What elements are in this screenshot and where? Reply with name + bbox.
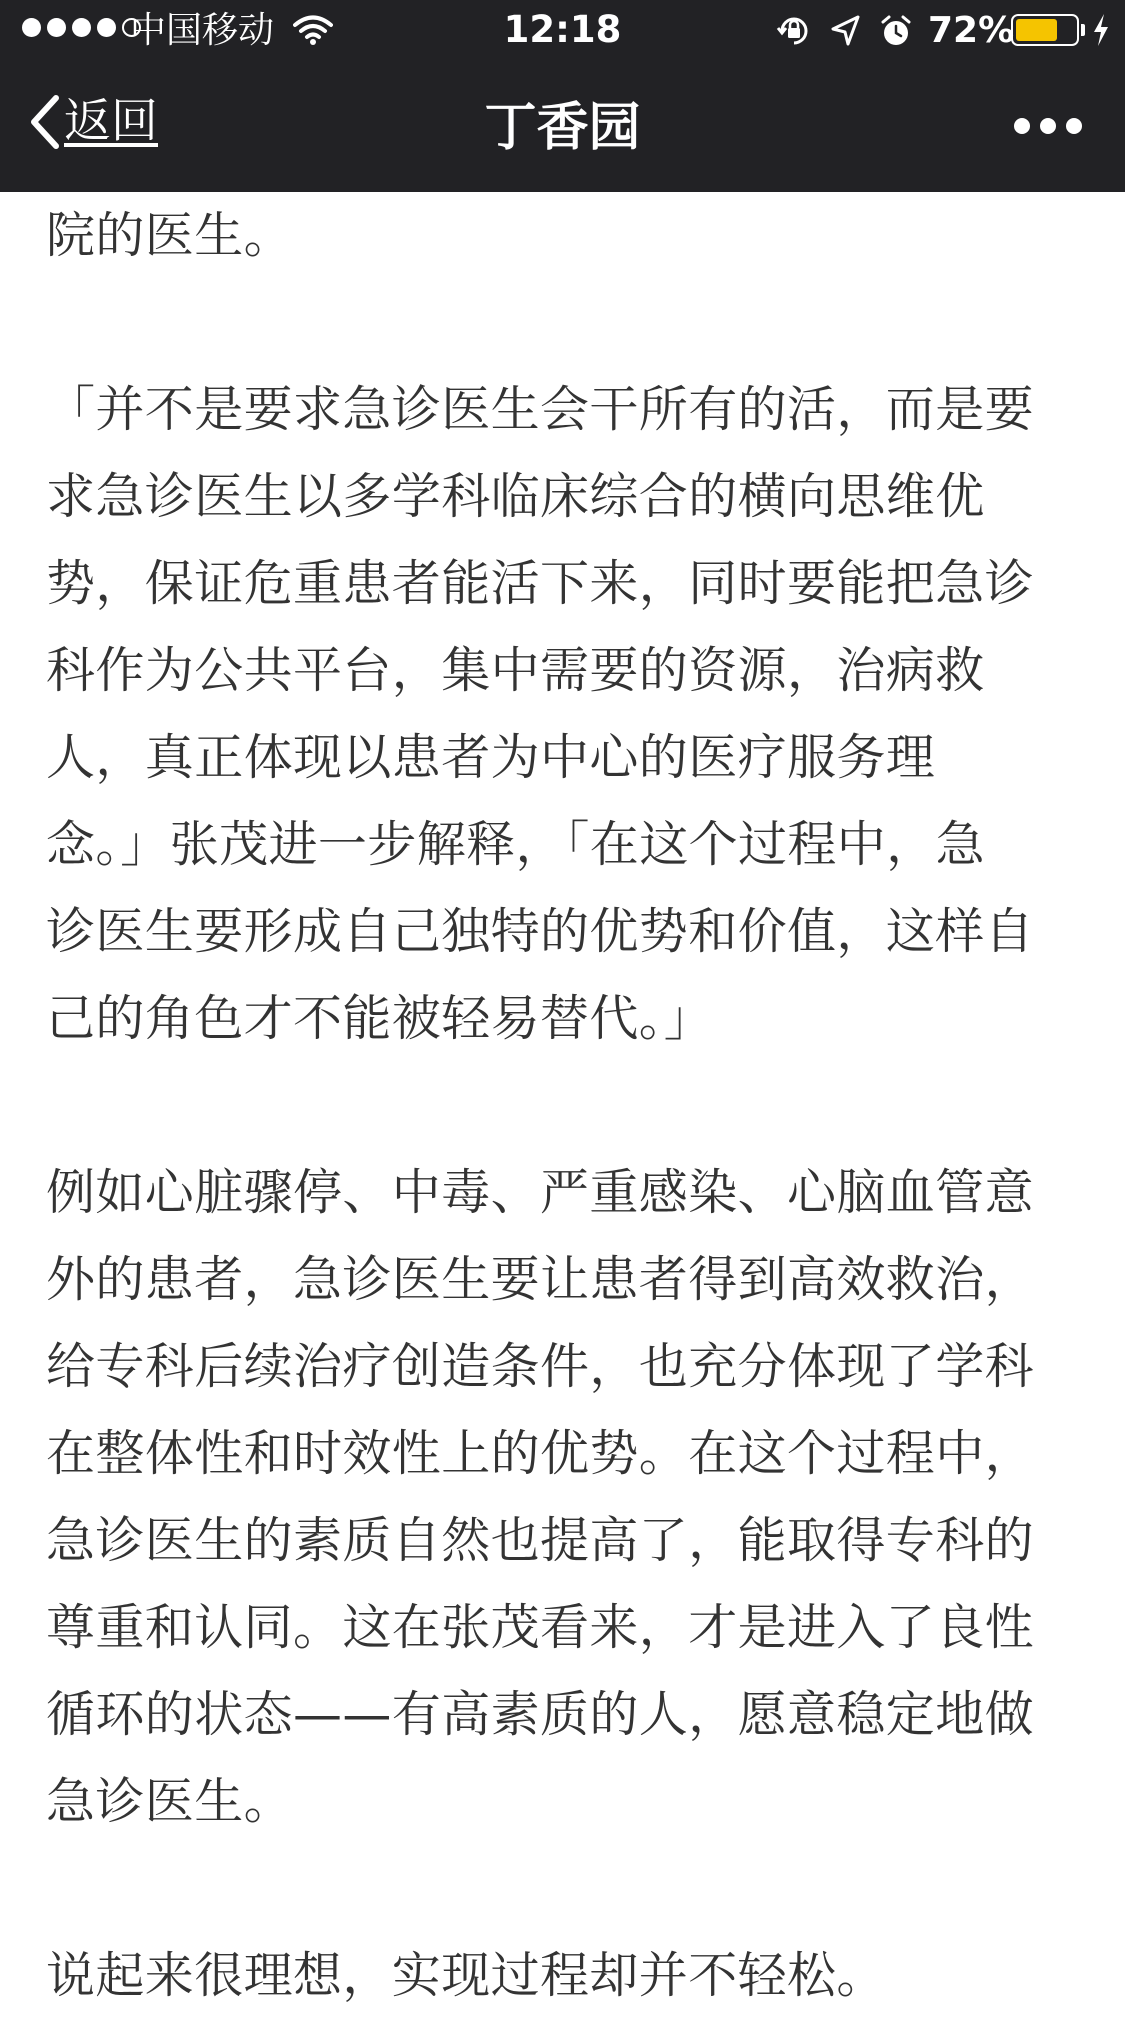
article-paragraph: 「并不是要求急诊医生会干所有的活，而是要 求急诊医生以多学科临床综合的横向思维优 势，保证危重患者能活下来，同时要能把急诊 科作为公共平台，集中需要的资源，治病救 人，真正体现以患者为中心的医疗服务理 念。」张茂进一步解释，「在这个过程中，急 诊医生要形成自己独特的优势和价值，这样自 己的角色才不能被轻易替代。」 [46, 381, 1035, 1047]
header [0, 0, 1125, 192]
battery-icon [1011, 14, 1079, 46]
battery-tip [1081, 24, 1085, 36]
article-paragraph: 例如心脏骤停、中毒、严重感染、心脑血管意 外的患者，急诊医生要让患者得到高效救治， 给专科后续治疗创造条件，也充分体现了学科 在整体性和时效性上的优势。在这个过程中， 急诊医生的素质自然也提高了，能取得专科的 尊重和认同。这在张茂看来，才是进入了良性 循环的状态——有高素质的人，愿意稳定地做 急诊医生。 [46, 1164, 1035, 1830]
status-bar [0, 0, 1125, 62]
location-arrow-icon [830, 14, 862, 48]
article-paragraph: 说起来很理想，实现过程却并不轻松。 [46, 1947, 886, 2004]
article-body [46, 192, 1086, 2019]
battery-percent: 72% [928, 10, 1015, 51]
status-time: 12:18 [503, 8, 622, 51]
nav-bar [0, 62, 1125, 192]
page-title: 丁香园 [484, 98, 641, 158]
article-paragraph: 院的医生。 [46, 207, 294, 264]
orientation-lock-icon [776, 14, 812, 48]
more-dots-icon[interactable] [1014, 118, 1082, 134]
carrier-name: 中国移动 [130, 10, 275, 51]
back-label: 返回 [64, 94, 158, 149]
charging-bolt-icon [1091, 12, 1111, 48]
alarm-clock-icon [879, 14, 913, 48]
battery-fill [1016, 19, 1057, 41]
